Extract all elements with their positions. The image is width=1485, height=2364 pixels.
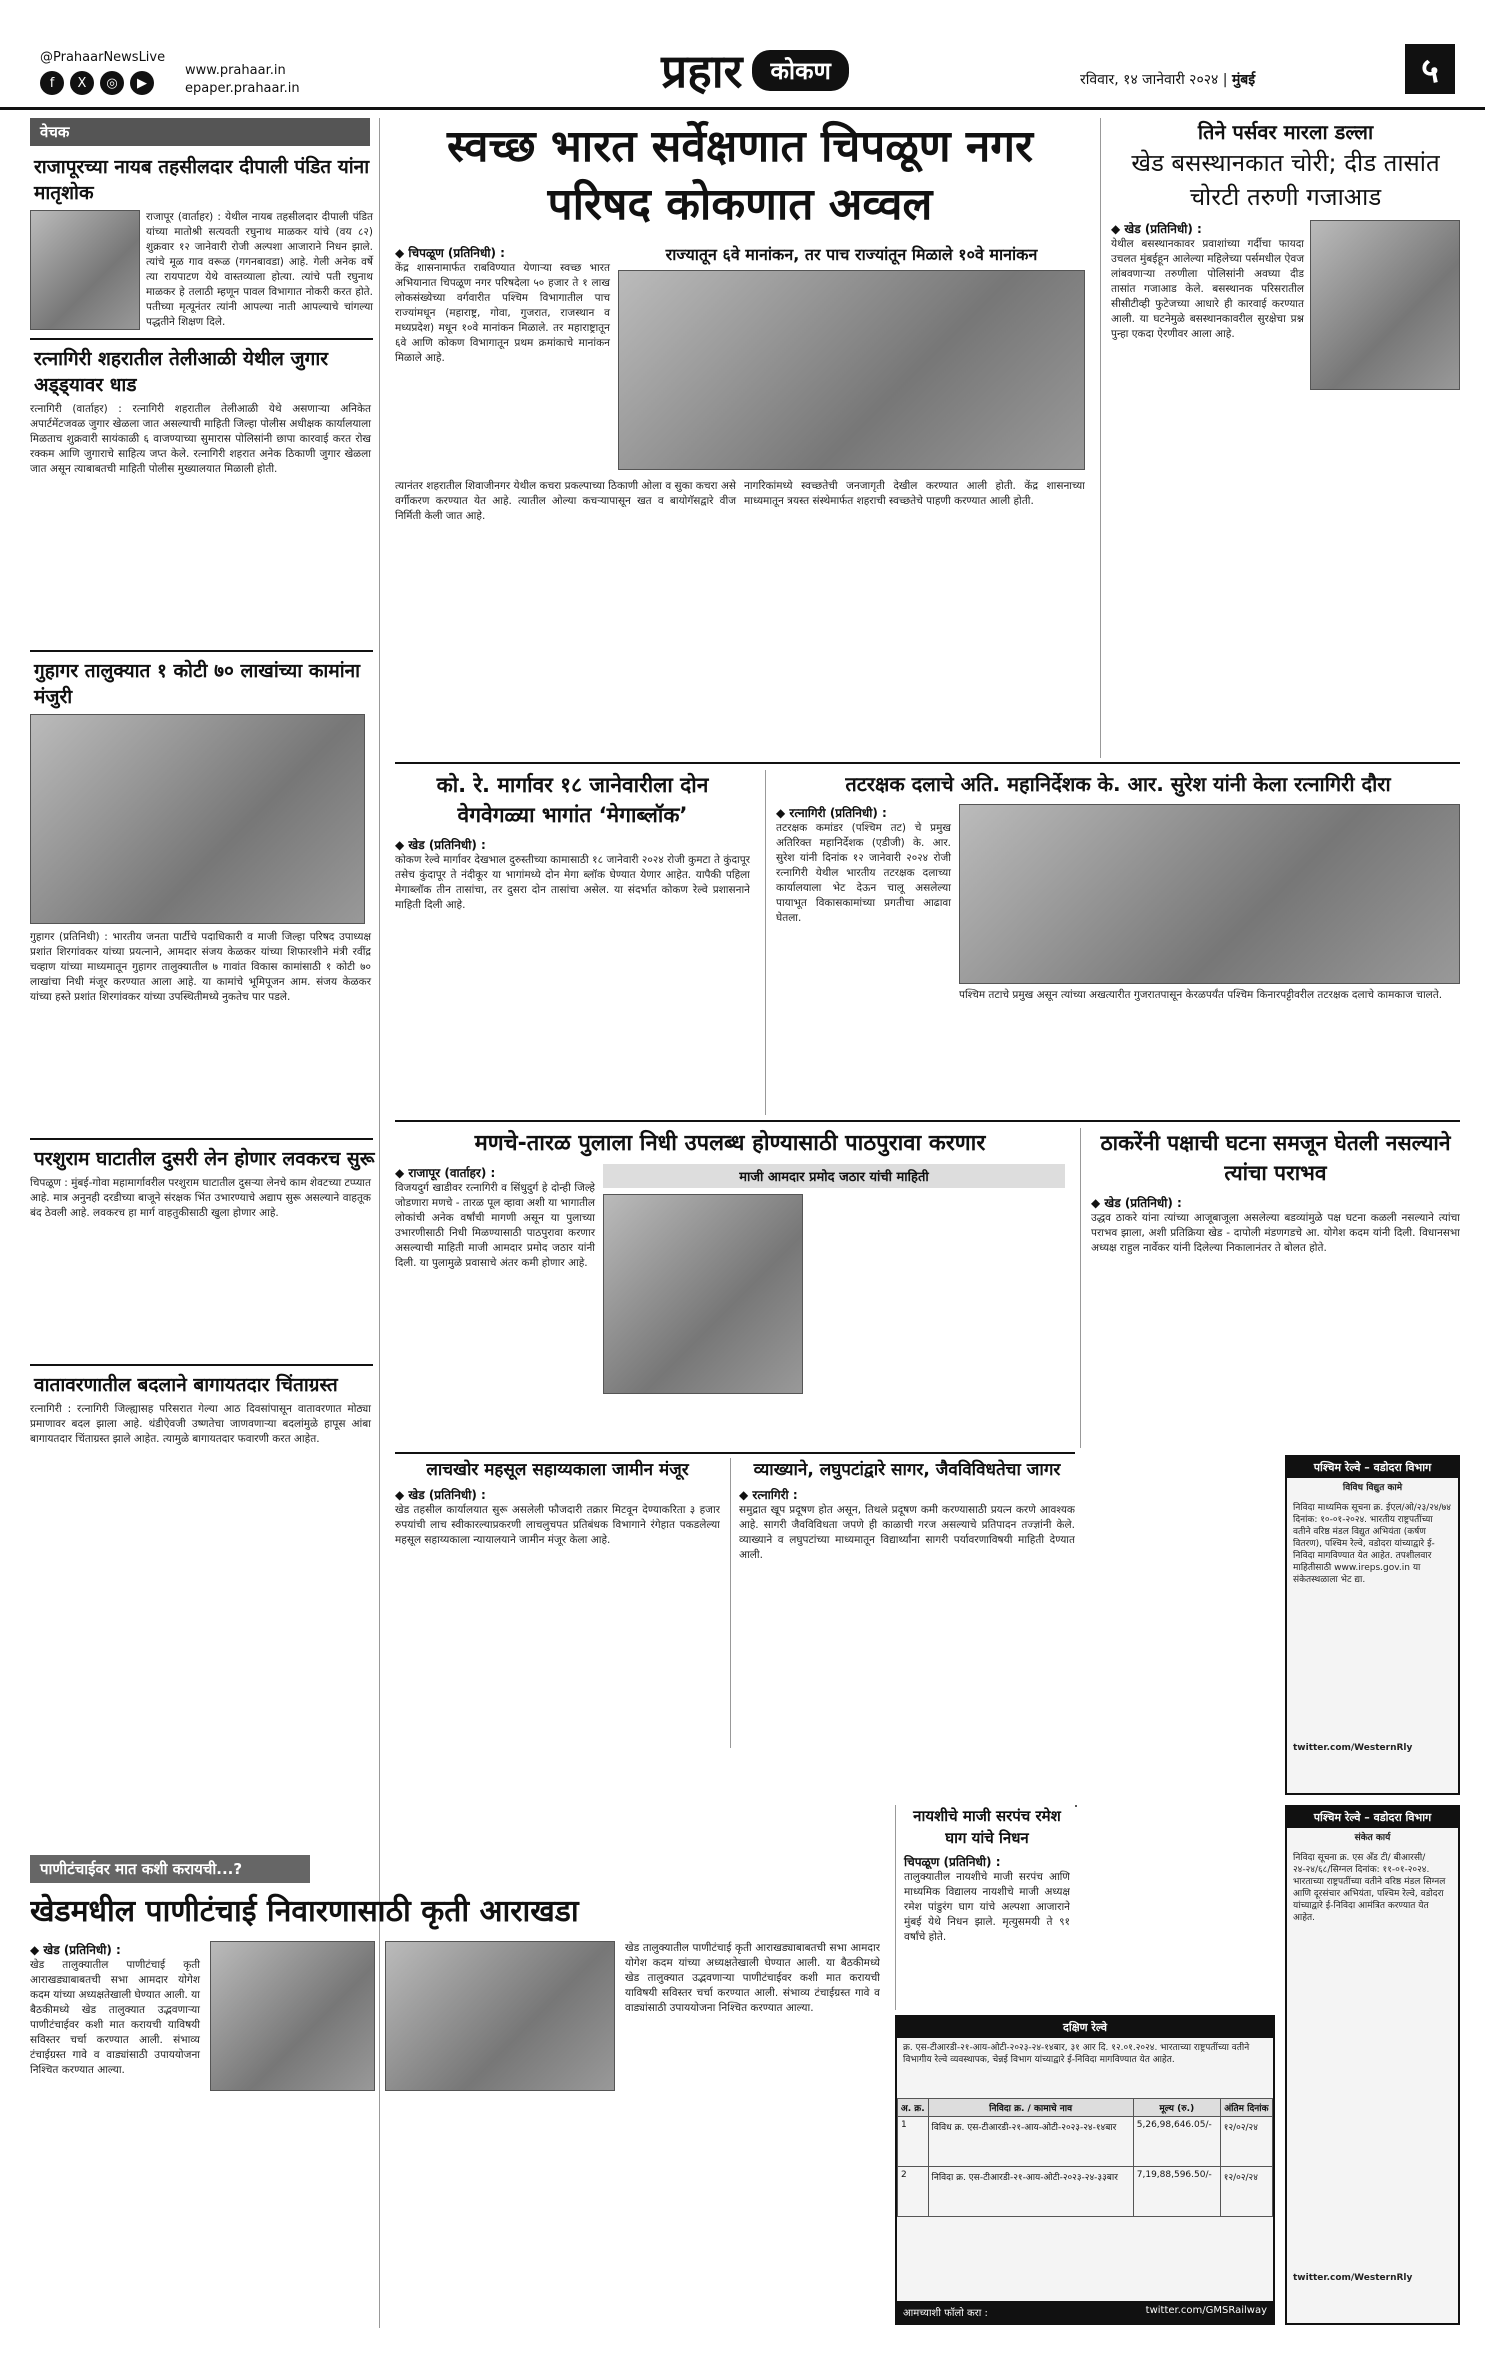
story-body: उद्धव ठाकरे यांना त्यांच्या आजूबाजूला असलेल्या बडव्यांमुळे पक्ष घटना कळली नसल्याने त्यांचा पराभव झाला, अशी प्रतिक्रिया खेड - दापोली मंडणगडचे आ. योगेश कदम यांनी दिली. विधानसभा अध्यक्ष राहुल नार्वेकर यांनी दिलेल्या निकालानंतर ते बोलत होते. <box>1091 1212 1460 1254</box>
coastguard-visit-photo <box>959 804 1460 984</box>
story-body: तटरक्षक कमांडर (पश्चिम तट) चे प्रमुख अतिरिक्त महानिर्देशक (एडीजी) के. आर. सुरेश यांनी दिनांक १२ जानेवारी २०२४ रोजी रत्नागिरी येथील भारतीय तटरक्षक दलाच्या कार्यालयाला भेट देऊन चालू असलेल्या पायाभूत विकासकामांच्या प्रगतीचा आढावा घेतला. <box>776 822 951 924</box>
story-body: त्यानंतर शहरातील शिवाजीनगर येथील कचरा प्रकल्पाच्या ठिकाणी ओला व सुका कचरा असे वर्गीकरण करण्यात येत आहे. त्यातील ओल्या कचऱ्यापासून खत व बायोगॅसद्वारे वीज निर्मिती केली जात आहे. <box>395 480 736 522</box>
instagram-icon[interactable]: ◎ <box>100 71 124 95</box>
bus-stand-photo <box>1310 220 1460 390</box>
story-body: विजयदुर्ग खाडीवर रत्नागिरी व सिंधुदुर्ग हे दोन्ही जिल्हे जोडणारा मणचे - तारळ पूल व्हावा अशी या भागातील लोकांची अनेक वर्षांची मागणी असून या पुलाच्या उभारणीसाठी निधी मिळण्यासाठी पाठपुरावा करणार असल्याची माहिती माजी आमदार प्रमोद जठार यांनी दिली. या पुलामुळे प्रवासाचे अंतर कमी होणार आहे. <box>395 1182 595 1269</box>
story-body: तालुक्यातील नायशीचे माजी सरपंच आणि माध्यमिक विद्यालय नायशीचे माजी अध्यक्ष रमेश पांडुरंग घाग यांचे अल्पशा आजाराने मुंबई येथे निधन झाले. मृत्युसमयी ते ९१ वर्षांचे होते. <box>904 1871 1070 1943</box>
epaper-link[interactable]: epaper.prahaar.in <box>185 81 300 96</box>
ad-title: पश्चिम रेल्वे – वडोदरा विभाग <box>1287 1457 1458 1478</box>
photo-caption: पश्चिम तटाचे प्रमुख असून त्यांच्या अखत्यारीत गुजरातपासून केरळपर्यंत पश्चिम किनारपट्टीवरील तटरक्षक दलाचे कामकाज चालते. <box>959 989 1443 1001</box>
portrait-photo <box>30 210 140 330</box>
table-row <box>898 2117 1273 2167</box>
table-cell: 2 <box>898 2167 929 2217</box>
divider <box>395 1452 1075 1454</box>
story-title[interactable]: को. रे. मार्गावर १८ जानेवारीला दोन वेगवेगळ्या भागांत ‘मेगाब्लॉक’ <box>436 773 709 827</box>
story-title[interactable]: राजापूरच्या नायब तहसीलदार दीपाली पंडित यांना मातृशोक <box>34 156 370 204</box>
ad-title: दक्षिण रेल्वे <box>897 2017 1273 2038</box>
dateline: ◆ चिपळूण (प्रतिनिधी) : <box>395 246 505 260</box>
ad-footer[interactable]: twitter.com/WesternRly <box>1293 2273 1413 2283</box>
divider <box>30 1138 373 1140</box>
southern-railway-tender[interactable] <box>895 2015 1275 2325</box>
section-band: पाणीटंचाईवर मात कशी करायची...? <box>30 1855 310 1883</box>
table-header: अंतिम दिनांक <box>1220 2099 1272 2117</box>
lead-headline[interactable]: स्वच्छ भारत सर्वेक्षणात चिपळूण नगर परिषद कोकणात अव्वल <box>446 121 1034 230</box>
divider <box>30 1364 373 1366</box>
divider <box>30 338 373 340</box>
story-title[interactable]: लाचखोर महसूल सहाय्यकाला जामीन मंजूर <box>426 1460 689 1480</box>
meeting-photo-1 <box>210 1941 375 2091</box>
dateline: ◆ रत्नागिरी : <box>739 1488 798 1502</box>
obituary-story <box>895 1805 1070 2010</box>
thackeray-story <box>1080 1128 1460 1448</box>
table-header: मूल्य (रु.) <box>1133 2099 1220 2117</box>
water-story <box>30 1855 880 2325</box>
story-body: रत्नागिरी (वार्ताहर) : रत्नागिरी शहरातील तेलीआळी येथे असणाऱ्या अनिकेत अपार्टमेंटजवळ जुगार खेळला जात असल्याची माहिती जिल्हा पोलीस अधीक्षक कार्यालयाला मिळताच शुक्रवारी सायंकाळी ६ वाजण्याच्या सुमारास पोलिसांनी छापा कारवाई करत रोख रक्कम आणि जुगाराचे साहित्य जप्त केले. रत्नागिरी शहरात अनेक ठिकाणी जुगार खेळला जात असून त्याबाबतची माहिती पोलीस मुख्यालयात मिळाली होती. <box>30 403 371 475</box>
facebook-icon[interactable]: f <box>40 71 64 95</box>
dateline: ◆ राजापूर (वार्ताहर) : <box>395 1166 496 1180</box>
story-body: केंद्र शासनामार्फत राबविण्यात येणाऱ्या स्वच्छ भारत अभियानात चिपळूण नगर परिषदेला ५० हजार ते १ लाख लोकसंख्येच्या वर्गवारीत पश्चिम विभागातील पाच राज्यांमधून (महाराष्ट्र, गोवा, गुजरात, राजस्थान व मध्यप्रदेश) मधून १०वे मानांकन मिळाले. तर महाराष्ट्रातून ६वे आणि कोकण विभागातून प्रथम क्रमांकाचे मानांकन मिळाले आहे. <box>395 262 610 364</box>
story-body: चिपळूण : मुंबई-गोवा महामार्गावरील परशुराम घाटातील दुसऱ्या लेनचे काम शेवटच्या टप्प्यात आहे. मात्र अनुनही दरडीच्या बाजूने संरक्षक भिंत उभारण्याचे अद्याप सुरू असल्याने वाहतूक बंद ठेवली आहे. लवकरच हा मार्ग वाहतुकीसाठी खुला होणार आहे. <box>30 1177 371 1219</box>
story-title[interactable]: परशुराम घाटातील दुसरी लेन होणार लवकरच सुरू <box>34 1148 375 1170</box>
site-urls <box>185 62 300 98</box>
story-body: येथील बसस्थानकावर प्रवाशांच्या गर्दीचा फायदा उचलत मुंबईहून आलेल्या महिलेच्या पर्समधील ऐवज लांबवणाऱ्या तरुणीला पोलिसांनी अवघ्या दीड तासांत गजाआड केले. बसस्थानक परिसरातील सीसीटीव्ही फुटेजच्या आधारे ही कारवाई करण्यात आली. या घटनेमुळे बसस्थानकावरील सुरक्षेचा प्रश्न पुन्हा एकदा ऐरणीवर आला आहे. <box>1111 238 1304 340</box>
dateline: ◆ रत्नागिरी (प्रतिनिधी) : <box>776 806 887 820</box>
social-block <box>40 50 165 95</box>
story-title[interactable]: ठाकरेंनी पक्षाची घटना समजून घेतली नसल्याने त्यांचा पराभव <box>1100 1131 1451 1185</box>
story-title[interactable]: तटरक्षक दलाचे अति. महानिर्देशक के. आर. सुरेश यांनी केला रत्नागिरी दौरा <box>845 772 1391 796</box>
youtube-icon[interactable]: ▶ <box>130 71 154 95</box>
divider <box>30 650 373 652</box>
table-cell: 7,19,88,596.50/- <box>1133 2167 1220 2217</box>
western-railway-tender-1[interactable] <box>1285 1455 1460 1795</box>
divider <box>395 762 1460 764</box>
ad-body: क्र. एस-टीआरडी-२१-आय-ओटी-२०२३-२४-१४बार, ३१ आर दि. १२.०१.२०२४. भारताच्या राष्ट्रपतींच्या वतीने विभागीय रेल्वे व्यवस्थापक, चेन्नई विभाग यांच्याद्वारे ई-निविदा मागविण्यात येत आहेत. <box>903 2043 1250 2065</box>
coastguard-story <box>765 770 1460 1115</box>
page-number: ५ <box>1405 44 1455 94</box>
table-header: अ. क्र. <box>898 2099 929 2117</box>
story-title[interactable]: खेड बसस्थानकात चोरी; दीड तासांत चोरटी तरुणी गजाआड <box>1131 149 1440 211</box>
dateline: ◆ खेड (प्रतिनिधी) : <box>1091 1196 1182 1210</box>
story-body: गुहागर (प्रतिनिधी) : भारतीय जनता पार्टीचे पदाधिकारी व माजी जिल्हा परिषद उपाध्यक्ष प्रशांत शिरगांवकर यांच्या प्रयत्नाने, आमदार संजय केळकर यांच्या शिफारशीने मंत्री रवींद्र चव्हाण यांच्या माध्यमातून गुहागर तालुक्यातील ७ गावांत विकास कामांसाठी १ कोटी ७० लाखांचा निधी मंजूर करण्यात आला आहे. या कामांचे भूमिपूजन आम. संजय केळकर यांच्या हस्ते प्रशांत शिरगांवकर यांच्या उपस्थितीमध्ये नुकतेच पार पडले. <box>30 931 371 1003</box>
ad-footer: आमच्याशी फॉलो करा : <box>903 2308 988 2319</box>
meeting-photo-2 <box>385 1941 615 2091</box>
table-header: निविदा क्र. / कामाचे नाव <box>928 2099 1133 2117</box>
x-icon[interactable]: X <box>70 71 94 95</box>
divider <box>395 1120 1460 1122</box>
dateline: ◆ खेड (प्रतिनिधी) : <box>1111 222 1202 236</box>
story-body: राजापूर (वार्ताहर) : येथील नायब तहसीलदार दीपाली पंडित यांच्या मातोश्री सत्यवती रघुनाथ माळकर यांचे (वय ८२) शुक्रवार १२ जानेवारी रोजी अल्पशा आजाराने निधन झाले. त्यांचे मूळ गाव वरूळ (गगनबावडा) आहे. गेली अनेक वर्षे त्या रायपाटण येथे वास्तव्याला होत्या. त्यांचे पती रघुनाथ माळकर हे तलाठी म्हणून पावल विभागात नोकरी करत होते. पतीच्या मृत्यूनंतर त्यांनी आपल्या नाती आपल्याचे चांगल्या पद्धतीने शिक्षण दिले. <box>146 211 373 328</box>
section-label: वेचक <box>30 118 370 146</box>
story-body: रत्नागिरी : रत्नागिरी जिल्ह्यासह परिसरात गेल्या आठ दिवसांपासून वातावरणात मोठ्या प्रमाणावर बदल झाला आहे. थंडीऐवजी उष्णतेचा जाणवणाऱ्या बदलांमुळे हापूस आंबा बागायतदार चिंताग्रस्त झाले आहेत. त्यामुळे बागायतदार फवारणी करत आहेत. <box>30 1403 371 1445</box>
story-body: नागरिकांमध्ये स्वच्छतेची जनजागृती देखील करण्यात आली होती. केंद्र शासनाच्या माध्यमातून त्रयस्त संस्थेमार्फत शहराची स्वच्छतेचे पाहणी करण्यात आली होती. <box>744 480 1085 507</box>
table-cell: १२/०२/२४ <box>1220 2167 1272 2217</box>
table-cell: निविदा क्र. एस-टीआरडी-२१-आय-ओटी-२०२३-२४-३३बार <box>928 2167 1133 2217</box>
twitter-link[interactable]: twitter.com/GMSRailway <box>1145 2305 1267 2316</box>
table-cell: 1 <box>898 2117 929 2167</box>
ocean-story <box>730 1458 1075 1748</box>
story-title[interactable]: व्याख्याने, लघुपटांद्वारे सागर, जैवविविधतेचा जागर <box>753 1460 1061 1480</box>
municipal-building-photo <box>618 270 1085 470</box>
social-handle[interactable]: @PrahaarNewsLive <box>40 50 166 65</box>
table-cell: 5,26,98,646.05/- <box>1133 2117 1220 2167</box>
story-title[interactable]: गुहागर तालुक्यात १ कोटी ७० लाखांच्या कामांना मंजुरी <box>34 660 361 708</box>
dateline: ◆ खेड (प्रतिनिधी) : <box>395 838 486 852</box>
ad-subtitle: संकेत कार्य <box>1354 1833 1391 1843</box>
portrait-photo <box>603 1194 803 1394</box>
site-link[interactable]: www.prahaar.in <box>185 63 286 78</box>
table-cell: विविध क्र. एस-टीआरडी-२१-आय-ओटी-२०२३-२४-१४बार <box>928 2117 1133 2167</box>
kicker: तिने पर्सवर मारला डल्ला <box>1197 120 1374 144</box>
newspaper-logo <box>590 40 920 100</box>
brand-name: प्रहार <box>661 44 743 98</box>
ad-title: पश्चिम रेल्वे – वडोदरा विभाग <box>1287 1807 1458 1828</box>
megablock-story <box>395 770 750 1115</box>
story-body: खेड तालुक्यातील पाणीटंचाई कृती आराखड्याबाबतची सभा आमदार योगेश कदम यांच्या अध्यक्षतेखाली घेण्यात आली. या बैठकीमध्ये खेड तालुक्यात उद्भवणाऱ्या पाणीटंचाईवर कशी मात करायची याविषयी सविस्तर चर्चा करण्यात आली. संभाव्य टंचाईग्रस्त गावे व वाड्यांसाठी उपाययोजना निश्चित करण्यात आल्या. <box>625 1942 880 2014</box>
story-body: कोकण रेल्वे मार्गावर देखभाल दुरुस्तीच्या कामासाठी १८ जानेवारी २०२४ रोजी कुमटा ते कुंदापूर तसेच कुंदापूर ते नंदीकूर या भागांमध्ये दोन मेगा ब्लॉक घेण्यात येणार आहेत. यापैकी पहिला मेगाब्लॉक तीन तासांचा, तर दुसरा दोन तासांचा असेल. या संदर्भात कोकण रेल्वे प्रशासनाने माहिती दिली आहे. <box>395 854 750 911</box>
ad-subtitle: विविध विद्युत कामे <box>1342 1483 1403 1493</box>
story-body: खेड तालुक्यातील पाणीटंचाई कृती आराखड्याबाबतची सभा आमदार योगेश कदम यांच्या अध्यक्षतेखाली घेण्यात आली. या बैठकीमध्ये खेड तालुक्यात उद्भवणाऱ्या पाणीटंचाईवर कशी मात करायची याविषयी सविस्तर चर्चा करण्यात आली. संभाव्य टंचाईग्रस्त गावे व वाड्यांसाठी उपाययोजना निश्चित करण्यात आल्या. <box>30 1959 200 2076</box>
dateline: ◆ खेड (प्रतिनिधी) : <box>395 1488 486 1502</box>
masthead <box>0 0 1485 110</box>
story-body: खेड तहसील कार्यालयात सुरू असलेली फौजदारी तक्रार मिटवून देण्याकरिता ३ हजार रुपयांची लाच स्वीकारल्याप्रकरणी लाचलुचपत प्रतिबंधक विभागाने रंगेहात पकडलेल्या महसूल सहाय्यकाला न्यायालयाने जामीन मंजूर केला आहे. <box>395 1504 720 1546</box>
lead-story <box>395 118 1085 758</box>
lead-deck: राज्यातून ६वे मानांकन, तर पाच राज्यांतून मिळाले १०वे मानांकन <box>665 245 1038 264</box>
issue-date: रविवार, १४ जानेवारी २०२४ | मुंबई <box>1080 72 1256 88</box>
dateline: चिपळूण (प्रतिनिधी) : <box>904 1855 1001 1869</box>
tender-table <box>897 2098 1273 2217</box>
subheadline: माजी आमदार प्रमोद जठार यांची माहिती <box>603 1164 1065 1188</box>
ad-body: निविदा माध्यमिक सूचना क्र. ईएल/ओ/२३/२४/७४ दिनांक: १०-०१-२०२४. भारतीय राष्ट्रपतींच्या वतीने वरिष्ठ मंडल विद्युत अभियंता (कर्षण वितरण), पश्चिम रेल्वे, वडोदरा यांच्याद्वारे ई-निविदा मागविण्यात येत आहेत. तपशीलवार माहितीसाठी www.ireps.gov.in या संकेतस्थळाला भेट द्या. <box>1293 1503 1451 1585</box>
edition-badge: कोकण <box>752 50 848 91</box>
bridge-story <box>395 1128 1065 1448</box>
story-title[interactable]: खेडमधील पाणीटंचाई निवारणासाठी कृती आराखडा <box>30 1894 579 1929</box>
story-title[interactable]: मणचे-तारळ पुलाला निधी उपलब्ध होण्यासाठी पाठपुरावा करणार <box>474 1131 986 1156</box>
table-cell: १२/०२/२४ <box>1220 2117 1272 2167</box>
western-railway-tender-2[interactable] <box>1285 1805 1460 2325</box>
story-title[interactable]: वातावरणातील बदलाने बागायतदार चिंताग्रस्त <box>34 1374 338 1396</box>
ad-footer[interactable]: twitter.com/WesternRly <box>1293 1743 1413 1753</box>
bail-story <box>395 1458 720 1748</box>
story-body: समुद्रात खूप प्रदूषण होत असून, तिथले प्रदूषण कमी करण्यासाठी प्रयत्न करणे आवश्यक आहे. सागरी जैवविविधता जपणे ही काळाची गरज असल्याचे प्रतिपादन तज्ज्ञांनी केले. व्याख्याने व लघुपटांच्या माध्यमातून विद्यार्थ्यांना सागरी पर्यावरणाविषयी माहिती देण्यात आली. <box>739 1504 1075 1561</box>
event-photo <box>30 714 365 924</box>
theft-story <box>1100 118 1460 758</box>
dateline: ◆ खेड (प्रतिनिधी) : <box>30 1943 121 1957</box>
ad-body: निविदा सूचना क्र. एस अँड टी/ बीआरसी/२४-२४/६८/सिग्नल दिनांक: ११-०१-२०२४. भारताच्या राष्ट्रपतींच्या वतीने वरिष्ठ मंडल सिग्नल आणि दूरसंचार अभियंता, पश्चिम रेल्वे, वडोदरा यांच्याद्वारे ई-निविदा आमंत्रित करण्यात येत आहेत. <box>1293 1853 1446 1923</box>
story-title[interactable]: रत्नागिरी शहरातील तेलीआळी येथील जुगार अड्ड्यावर धाड <box>34 348 329 396</box>
story-title[interactable]: नायशीचे माजी सरपंच रमेश घाग यांचे निधन <box>913 1807 1061 1847</box>
table-row <box>898 2167 1273 2217</box>
